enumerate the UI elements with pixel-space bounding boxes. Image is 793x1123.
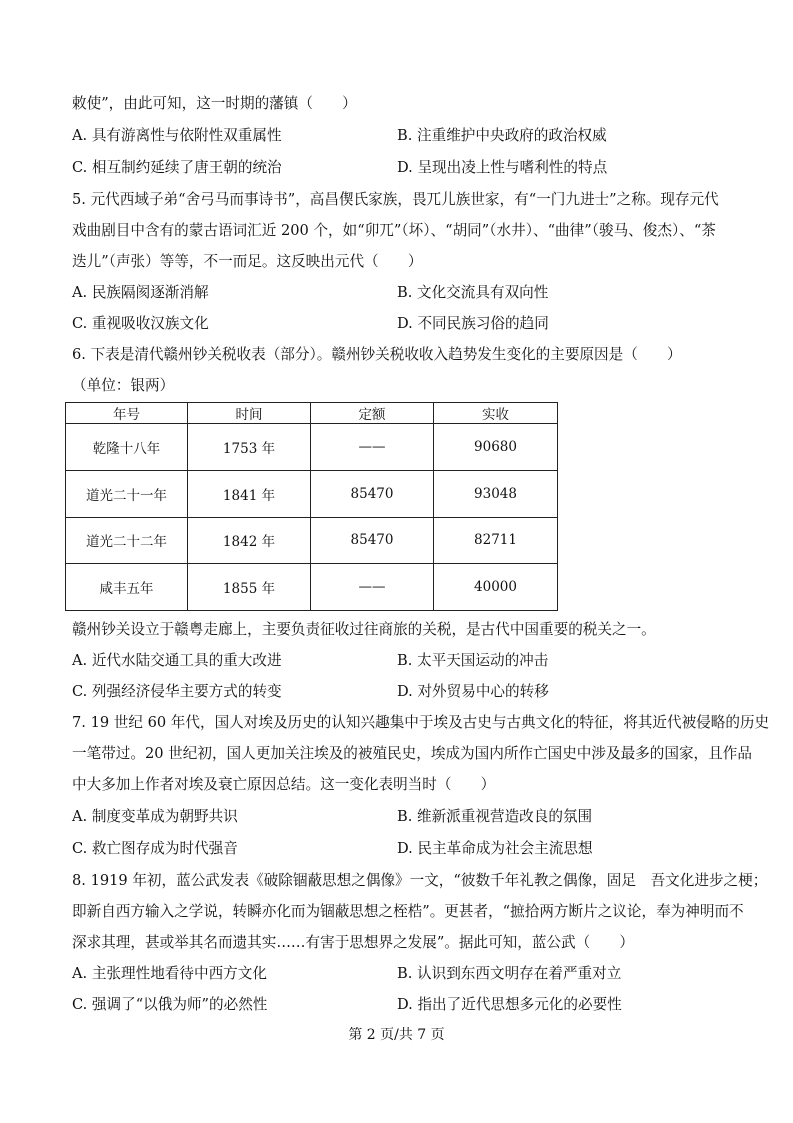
cell-actual: 90680	[434, 424, 558, 471]
cell-actual: 82711	[434, 517, 558, 564]
header-actual: 实收	[434, 403, 558, 424]
cell-year: 1841 年	[188, 470, 311, 517]
q5-option-a: A. 民族隔阂逐渐消解	[72, 284, 209, 301]
q6-stem: 6. 下表是清代赣州钞关税收表（部分）。赣州钞关税收收入趋势发生变化的主要原因是（ ）	[72, 346, 682, 363]
q8-stem-line-2: 即新自西方输入之学说，转瞬亦化而为锢蔽思想之桎梏”。更甚者，“摭拾两方断片之议论，奉为神明而不	[72, 903, 744, 920]
q5-stem-line-2: 戏曲剧目中含有的蒙古语词汇近 200 个，如“卯兀”（坏）、“胡同”（水井）、“曲律”（骏马、俊杰）、“茶	[72, 222, 716, 239]
cell-era-name: 乾隆十八年	[66, 424, 188, 471]
q5-option-c: C. 重视吸收汉族文化	[72, 315, 209, 332]
q5-option-b: B. 文化交流具有双向性	[397, 284, 549, 301]
header-era-name: 年号	[66, 403, 188, 424]
cell-era-name: 咸丰五年	[66, 564, 188, 611]
q4-option-c: C. 相互制约延续了唐王朝的统治	[72, 159, 282, 176]
table-header-row	[66, 403, 558, 424]
cell-quota: ——	[311, 564, 434, 611]
q7-option-a: A. 制度变革成为朝野共识	[72, 808, 238, 825]
table-row	[66, 517, 558, 564]
q8-option-c: C. 强调了“以俄为师”的必然性	[72, 996, 268, 1013]
cell-actual: 40000	[434, 564, 558, 611]
q4-option-a: A. 具有游离性与依附性双重属性	[72, 127, 282, 144]
cell-quota: ——	[311, 424, 434, 471]
q6-option-b: B. 太平天国运动的冲击	[397, 652, 549, 669]
q6-option-d: D. 对外贸易中心的转移	[397, 683, 549, 700]
q4-option-d: D. 呈现出凌上性与嗜利性的特点	[397, 159, 608, 176]
q8-stem-line-3: 深求其理，甚或举其名而遗其实……有害于思想界之发展”。据此可知，蓝公武（ ）	[72, 934, 635, 951]
q7-option-c: C. 救亡图存成为时代强音	[72, 840, 238, 857]
q7-stem-line-1: 7. 19 世纪 60 年代，国人对埃及历史的认知兴趣集中于埃及古史与古典文化的特征，将其近代被侵略的历史	[72, 714, 770, 731]
header-quota: 定额	[311, 403, 434, 424]
cell-year: 1842 年	[188, 517, 311, 564]
cell-era-name: 道光二十二年	[66, 517, 188, 564]
cell-era-name: 道光二十一年	[66, 470, 188, 517]
q7-option-d: D. 民主革命成为社会主流思想	[397, 840, 593, 857]
cell-actual: 93048	[434, 470, 558, 517]
q7-option-b: B. 维新派重视营造改良的氛围	[397, 808, 593, 825]
tax-revenue-table	[65, 402, 558, 611]
q6-option-c: C. 列强经济侵华主要方式的转变	[72, 683, 282, 700]
table-row	[66, 470, 558, 517]
table-row	[66, 564, 558, 611]
q5-option-d: D. 不同民族习俗的趋同	[397, 315, 549, 332]
q8-option-d: D. 指出了近代思想多元化的必要性	[397, 996, 622, 1013]
q7-stem-line-3: 中大多加上作者对埃及衰亡原因总结。这一变化表明当时（ ）	[72, 776, 496, 793]
q8-option-b: B. 认识到东西文明存在着严重对立	[397, 965, 622, 982]
q7-stem-line-2: 一笔带过。20 世纪初，国人更加关注埃及的被殖民史，埃成为国内所作亡国史中涉及最多的国家，且作品	[72, 745, 752, 762]
cell-quota: 85470	[311, 470, 434, 517]
q4-option-b: B. 注重维护中央政府的政治权威	[397, 127, 607, 144]
q6-note: 赣州钞关设立于赣粤走廊上，主要负责征收过往商旅的关税，是古代中国重要的税关之一。	[72, 621, 656, 638]
q8-stem-line-1: 8. 1919 年初，蓝公武发表《破除锢蔽思想之偶像》一文，“彼数千年礼教之偶像，固足 吾文化进步之梗；	[72, 872, 768, 889]
table-row	[66, 424, 558, 471]
cell-year: 1855 年	[188, 564, 311, 611]
cell-year: 1753 年	[188, 424, 311, 471]
q6-unit-label: （单位：银两）	[72, 377, 175, 394]
q5-stem-line-3: 迭儿”（声张）等等，不一而足。这反映出元代（ ）	[72, 253, 423, 270]
q4-stem-tail: 敕使”，由此可知，这一时期的藩镇（ ）	[72, 95, 357, 112]
q6-option-a: A. 近代水陆交通工具的重大改进	[72, 652, 282, 669]
q8-option-a: A. 主张理性地看待中西方文化	[72, 965, 267, 982]
q5-stem-line-1: 5. 元代西域子弟“舍弓马而事诗书”，高昌偰氏家族，畏兀儿族世家，有“一门九进士”之称。现存元代	[72, 191, 719, 208]
page-number-footer: 第 2 页/共 7 页	[348, 1027, 445, 1043]
cell-quota: 85470	[311, 517, 434, 564]
header-year: 时间	[188, 403, 311, 424]
